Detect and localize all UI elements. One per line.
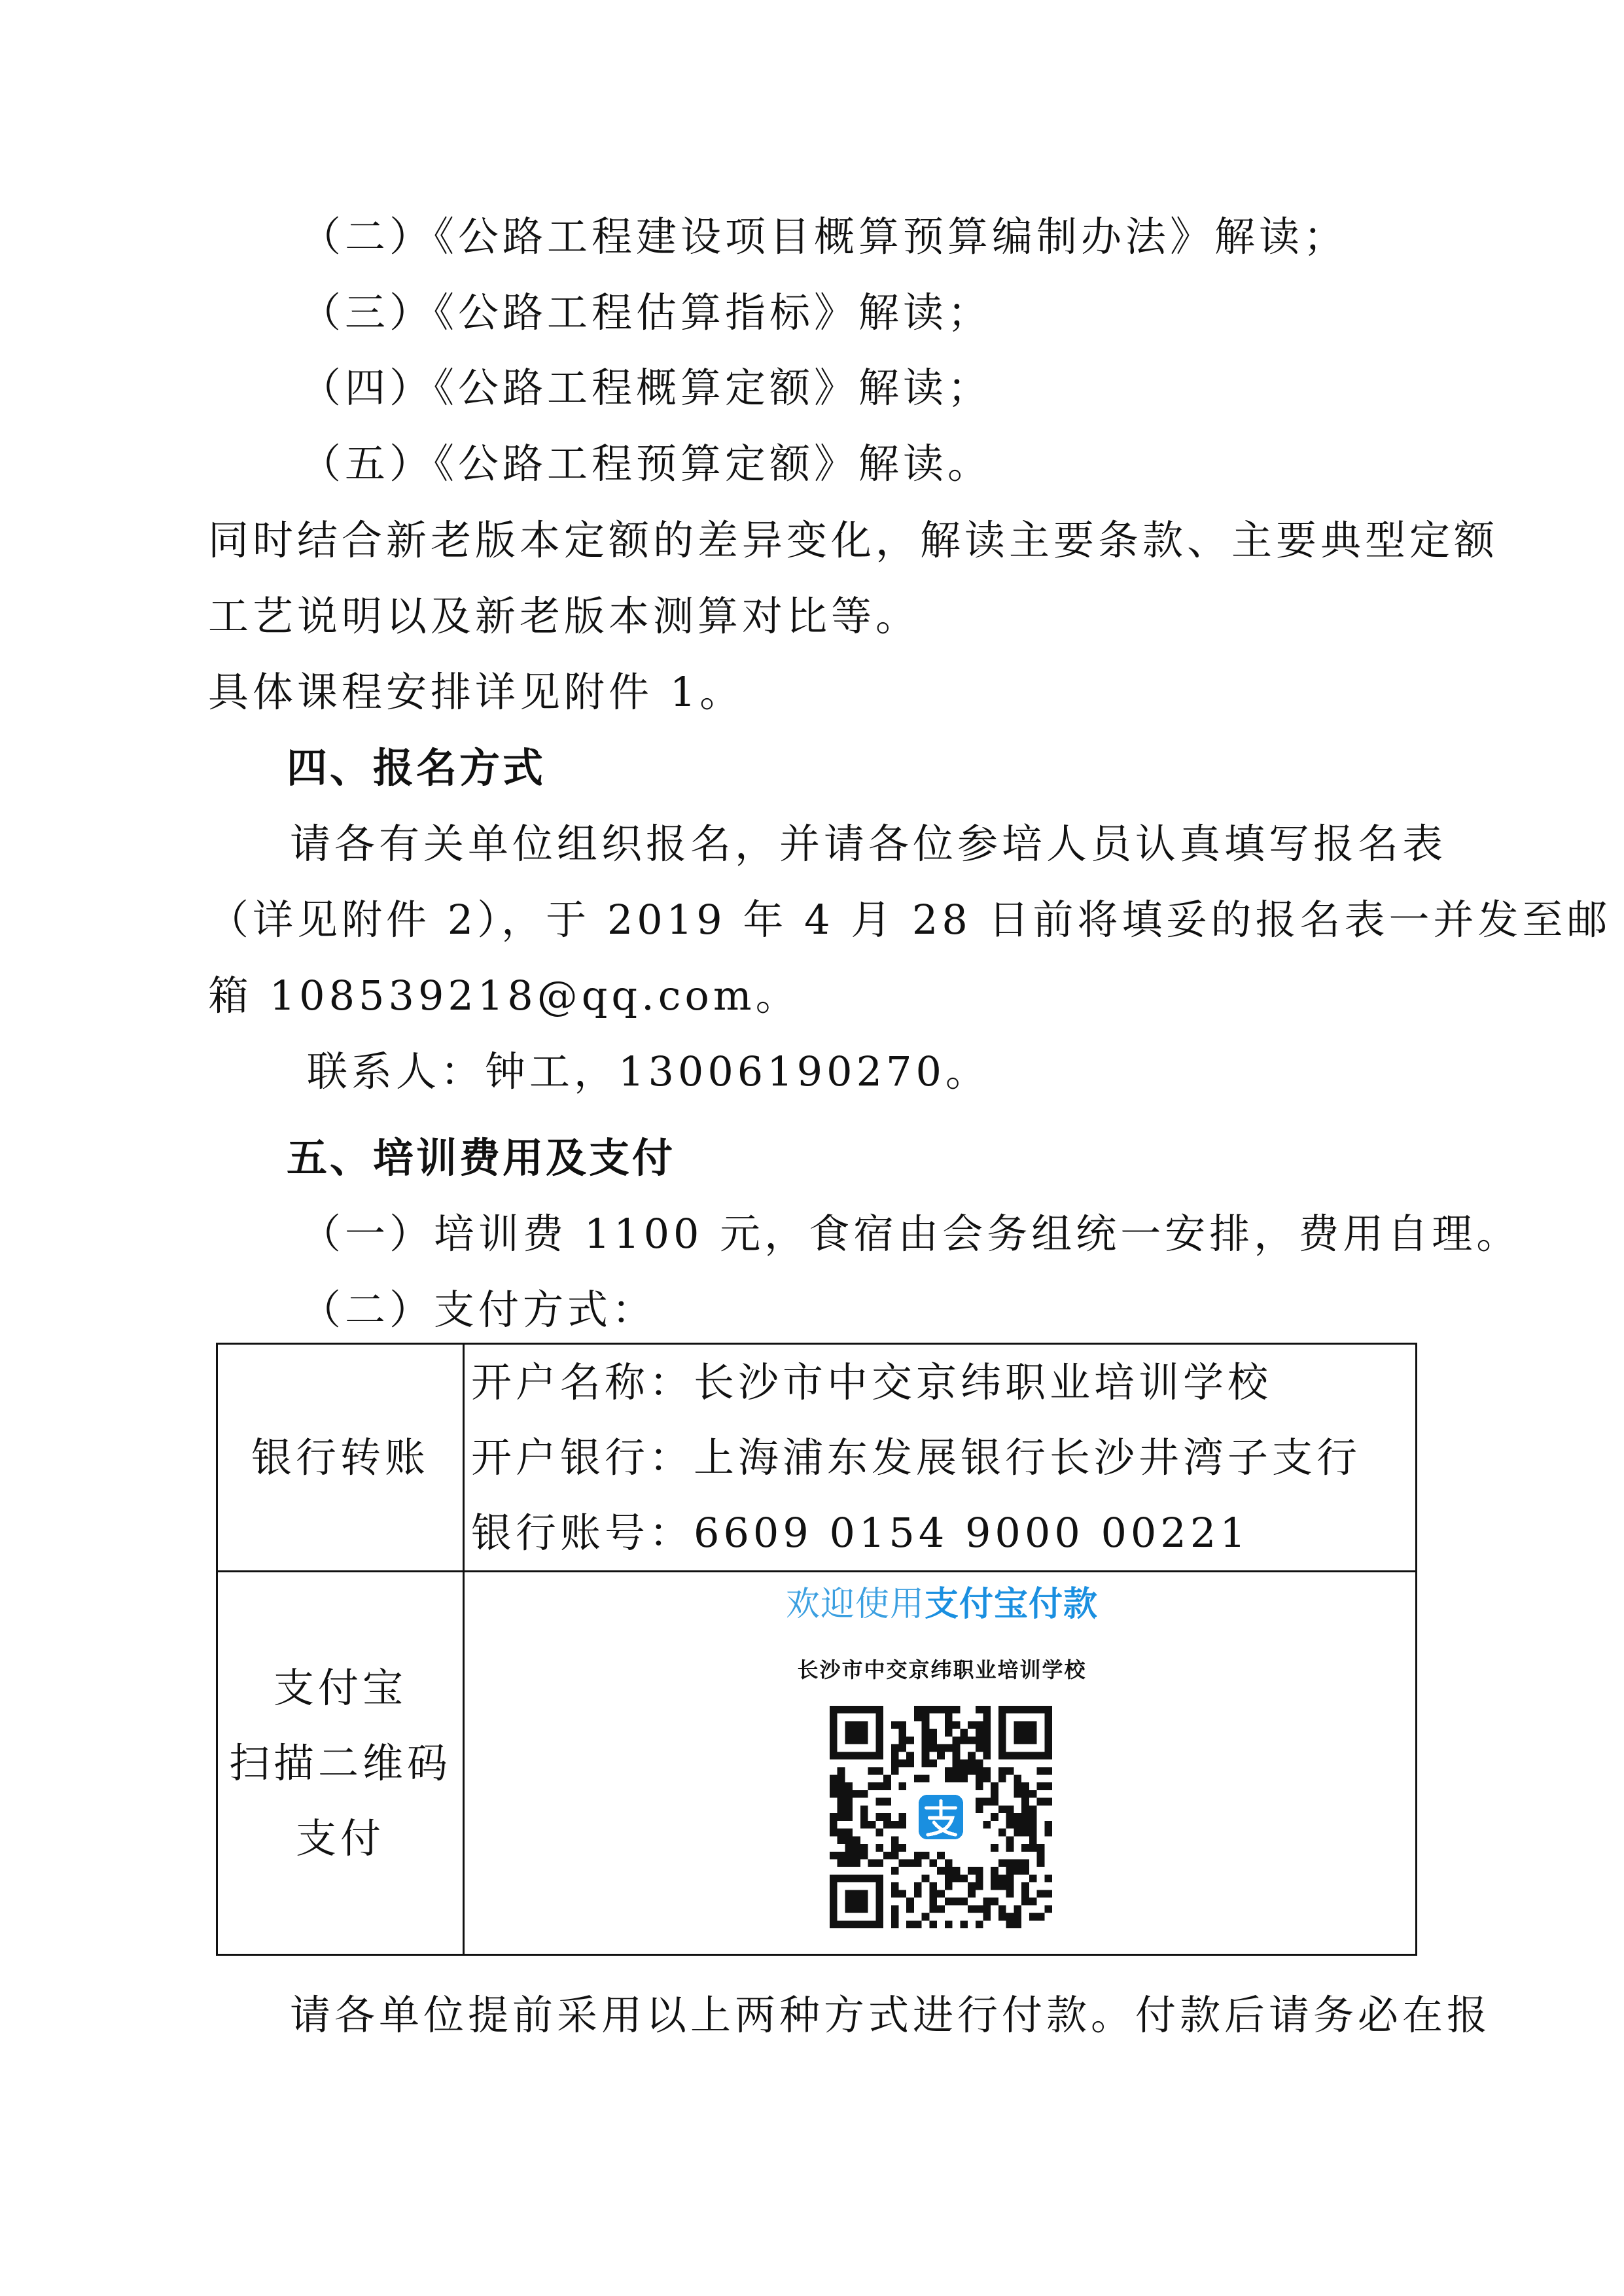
- qr-finder-bottom-left-center: [845, 1890, 868, 1913]
- closing-line: 请各单位提前采用以上两种方式进行付款。付款后请务必在报: [290, 1991, 1492, 2039]
- alipay-row: [217, 1572, 1417, 1955]
- registration-line-3: 箱 108539218@qq.com。: [208, 972, 800, 1019]
- alipay-method-line-2: 扫描二维码: [228, 1739, 451, 1787]
- welcome-prefix: 欢迎使用: [785, 1585, 925, 1624]
- body-line-1: （二）《公路工程建设项目概算预算编制办法》解读；: [300, 213, 1349, 260]
- alipay-qr-cell: [464, 1572, 1417, 1955]
- registration-line-2: （详见附件 2），于 2019 年 4 月 28 日前将填妥的报名表一并发至邮: [208, 896, 1612, 944]
- bank-name: 开户银行：上海浦东发展银行长沙井湾子支行: [471, 1434, 1362, 1481]
- contact-line: 联系人：钟工，13006190270。: [307, 1048, 990, 1095]
- body-line-6: 工艺说明以及新老版本测算对比等。: [208, 592, 921, 640]
- body-line-3: （四）《公路工程概算定额》解读；: [300, 364, 993, 412]
- alipay-method: [217, 1572, 464, 1955]
- bank-transfer-row: [217, 1344, 1417, 1572]
- bank-transfer-method: 银行转账: [217, 1344, 464, 1572]
- qr-code[interactable]: [830, 1706, 1052, 1928]
- alipay-qr-panel: [465, 1572, 1419, 1954]
- account-name: 开户名称：长沙市中交京纬职业培训学校: [471, 1358, 1273, 1406]
- alipay-merchant-name: 长沙市中交京纬职业培训学校: [797, 1657, 1087, 1682]
- body-line-2: （三）《公路工程估算指标》解读；: [300, 289, 993, 336]
- qr-finder-top-right-center: [1014, 1721, 1036, 1744]
- welcome-brand: 支付宝付款: [925, 1585, 1099, 1624]
- alipay-logo-icon: [914, 1790, 968, 1844]
- registration-line-1: 请各有关单位组织报名，并请各位参培人员认真填写报名表: [290, 820, 1447, 868]
- section-heading-fees: 五、培训费用及支付: [287, 1134, 676, 1182]
- section-heading-registration: 四、报名方式: [287, 744, 546, 792]
- qr-finder-top-left-center: [845, 1721, 868, 1744]
- payment-methods-label: （二）支付方式：: [300, 1286, 657, 1333]
- alipay-method-line-1: 支付宝: [273, 1664, 407, 1712]
- alipay-welcome-text: [465, 1583, 1419, 1626]
- alipay-method-line-3: 支付: [295, 1814, 385, 1862]
- body-line-5: 同时结合新老版本定额的差异变化，解读主要条款、主要典型定额: [208, 516, 1499, 564]
- body-line-7: 具体课程安排详见附件 1。: [208, 668, 745, 716]
- bank-info-cell: [464, 1344, 1417, 1572]
- payment-table: [216, 1343, 1417, 1956]
- account-number: 银行账号：6609 0154 9000 00221: [471, 1509, 1250, 1557]
- body-line-4: （五）《公路工程预算定额》解读。: [300, 440, 993, 487]
- fee-line: （一）培训费 1100 元，食宿由会务组统一安排，费用自理。: [300, 1210, 1521, 1258]
